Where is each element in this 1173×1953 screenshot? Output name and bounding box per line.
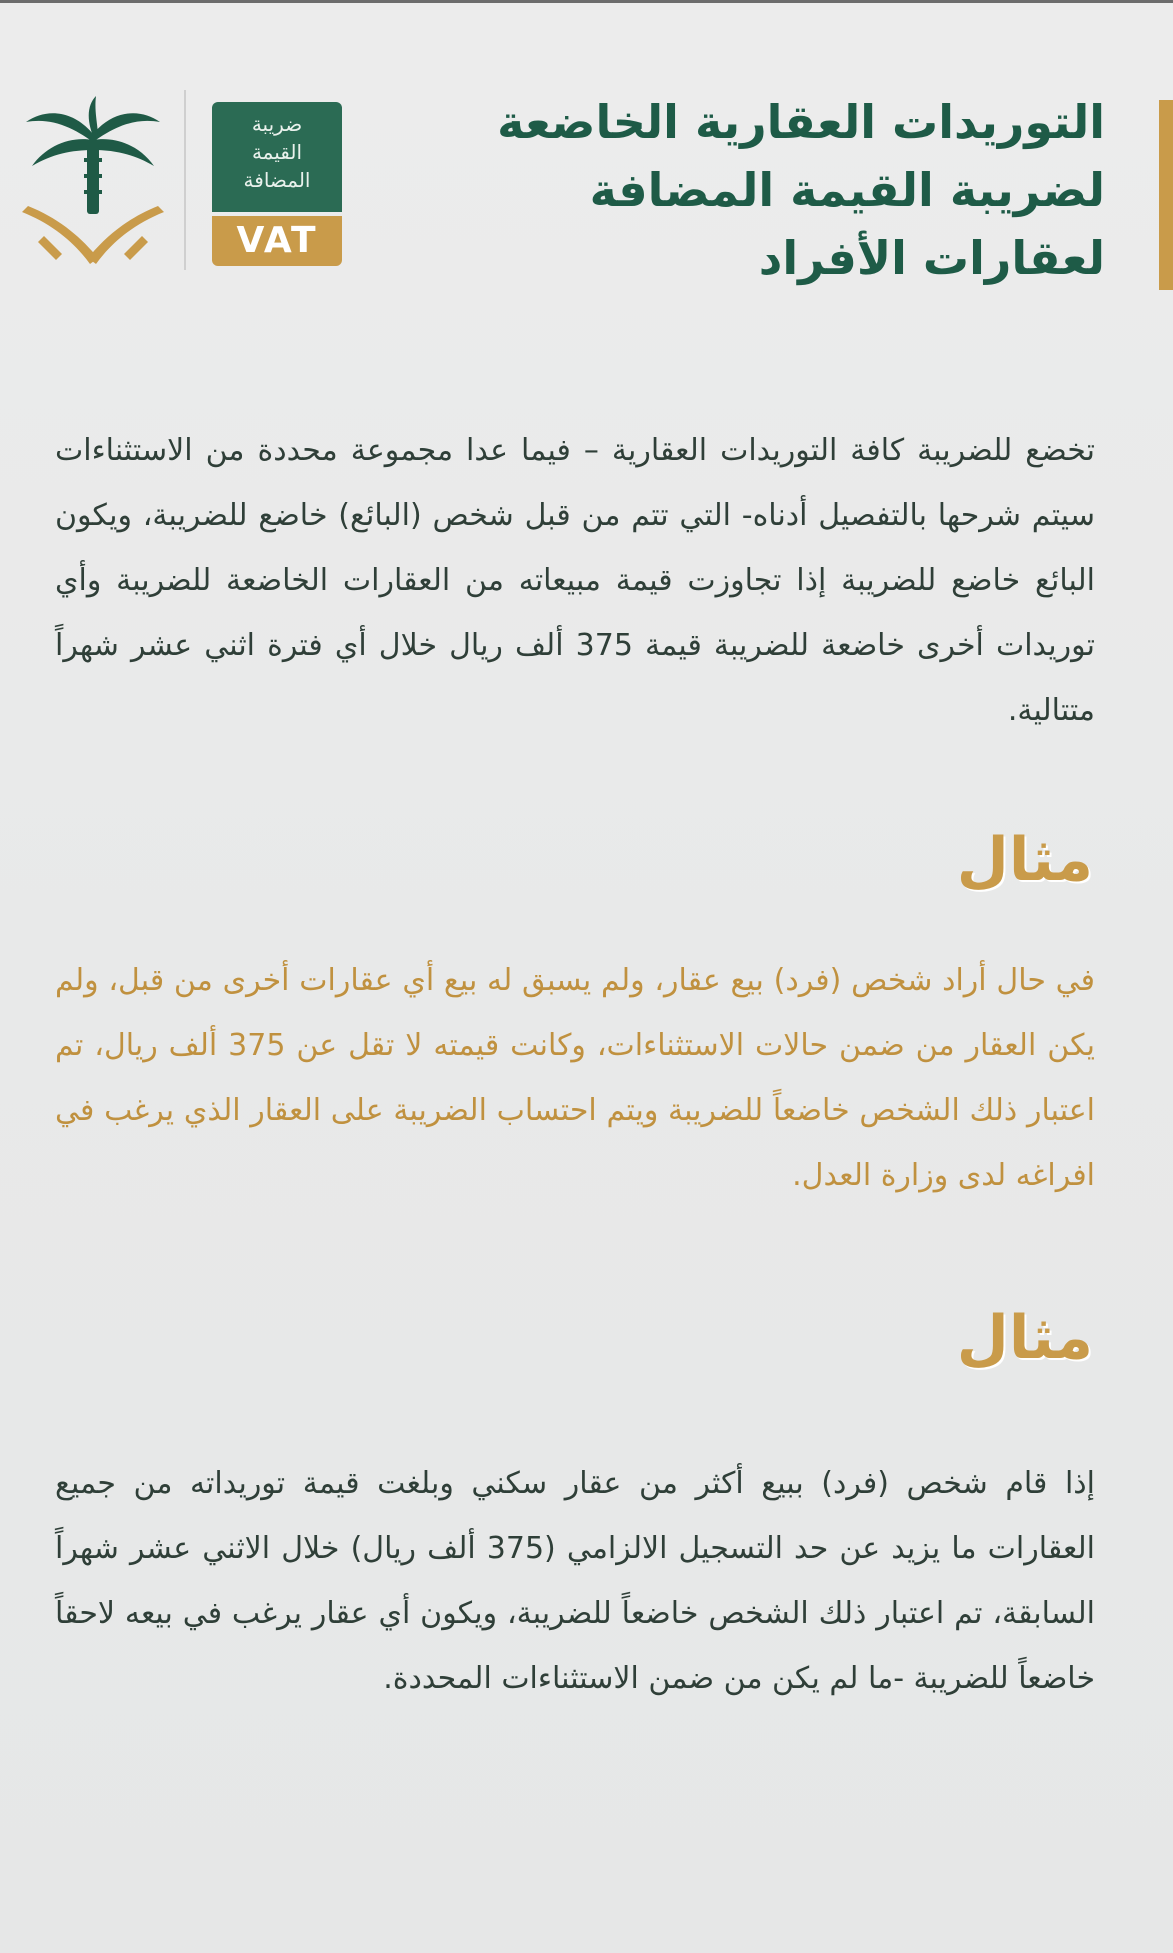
logo-divider	[184, 90, 186, 270]
vat-logo-line-3: المضافة	[243, 168, 311, 192]
example-2-paragraph: إذا قام شخص (فرد) ببيع أكثر من عقار سكني وبلغت قيمة توريداته من جميع العقارات ما يزيد عن حد التسجيل الالزامي (375 ألف ريال) خلال الاثني عشر شهراً السابقة، تم اعتبار ذلك الشخص خاضعاً للضريبة، ويكون أي عقار يرغب في بيعه لاحقاً خاضعاً للضريبة -ما لم يكن من ضمن الاستثناءات المحددة.	[55, 1466, 1096, 1696]
example-heading-2: مثال	[956, 1303, 1093, 1373]
gold-accent-bar	[1159, 100, 1173, 290]
title-line-1: التوريدات العقارية الخاضعة	[497, 95, 1105, 149]
top-border-line	[0, 0, 1173, 3]
title-line-2: لضريبة القيمة المضافة	[589, 163, 1105, 217]
vat-logo-latin-text: VAT	[212, 216, 342, 266]
palm-swords-emblem-icon	[18, 96, 168, 266]
intro-paragraph: تخضع للضريبة كافة التوريدات العقارية – فيما عدا مجموعة محددة من الاستثناءات سيتم شرحها بالتفصيل أدناه- التي تتم من قبل شخص (البائع) خاضع للضريبة، ويكون البائع خاضع للضريبة إذا تجاوزت قيمة مبيعاته من العقارات الخاضعة للضريبة وأي توريدات أخرى خاضعة للضريبة قيمة 375 ألف ريال خلال أي فترة اثني عشر شهراً متتالية.	[55, 433, 1095, 728]
page-title	[465, 88, 1105, 292]
title-line-3: لعقارات الأفراد	[758, 231, 1105, 285]
vat-logo-line-1: ضريبة	[251, 112, 303, 136]
example-heading-1: مثال	[956, 825, 1093, 895]
vat-logo-arabic-block	[212, 102, 342, 212]
vat-logo	[212, 102, 342, 266]
vat-logo-line-2: القيمة	[251, 140, 303, 164]
example-1-paragraph: في حال أراد شخص (فرد) بيع عقار، ولم يسبق له بيع أي عقارات أخرى من قبل، ولم يكن العقار من ضمن حالات الاستثناءات، وكانت قيمته لا تقل عن 375 ألف ريال، تم اعتبار ذلك الشخص خاضعاً للضريبة ويتم احتساب الضريبة على العقار الذي يرغب في افراغه لدى وزارة العدل.	[55, 963, 1095, 1193]
